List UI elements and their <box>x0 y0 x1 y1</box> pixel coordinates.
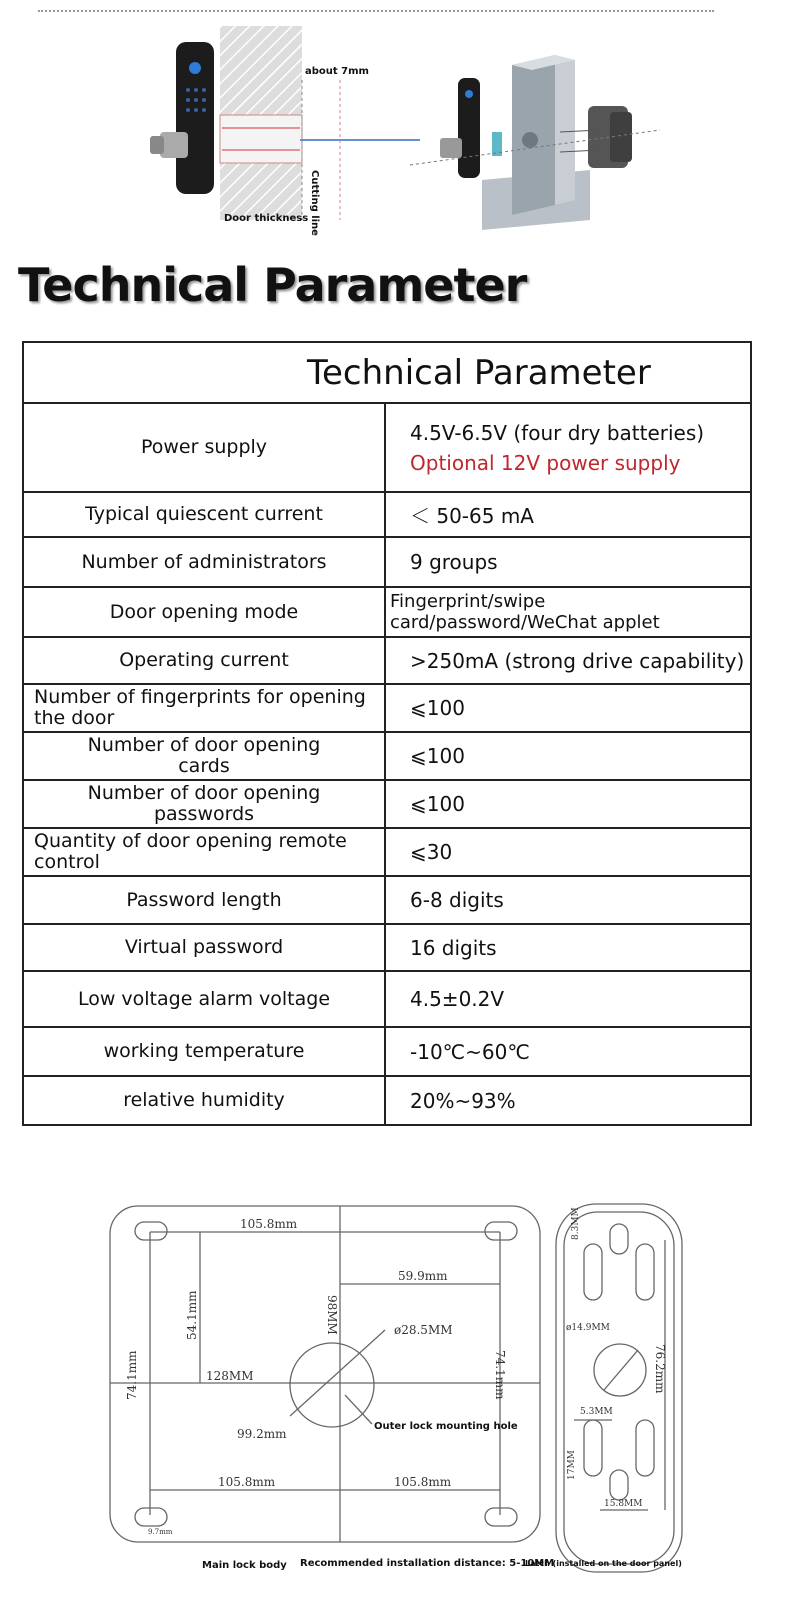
row-label: Number of fingerprints for opening the door <box>23 684 385 732</box>
about-7mm-label: about 7mm <box>305 66 369 77</box>
table-row <box>23 637 751 684</box>
row-value: ⩽100 <box>385 732 751 780</box>
row-label: Number of door opening cards <box>23 732 385 780</box>
table-row <box>23 492 751 537</box>
outer-hole-label: Outer lock mounting hole <box>374 1421 518 1432</box>
row-label: Number of door opening passwords <box>23 780 385 828</box>
caption-distance: Recommended installation distance: 5-10MM <box>300 1558 555 1569</box>
power-optional: Optional 12V power supply <box>410 450 681 475</box>
table-header: Technical Parameter <box>23 342 751 403</box>
row-value: 20%~93% <box>385 1076 751 1125</box>
latch-762: 76.2mm <box>653 1344 667 1394</box>
table-row <box>23 1027 751 1076</box>
caption-main-body: Main lock body <box>202 1560 287 1571</box>
page-heading: Technical Parameter <box>18 258 527 312</box>
table-row <box>23 537 751 587</box>
table-row <box>23 587 751 637</box>
latch-53: 5.3MM <box>580 1407 613 1417</box>
dimension-figure <box>0 1180 800 1617</box>
dim-59: 59.9mm <box>398 1269 448 1283</box>
row-value: ＜ 50-65 mA <box>385 492 751 537</box>
main-body-outline <box>110 1206 540 1542</box>
latch-dia: ø14.9MM <box>566 1323 610 1333</box>
dim-741-left: 74.1mm <box>125 1350 139 1400</box>
installation-illustration <box>0 20 800 240</box>
row-label: Quantity of door opening remote control <box>23 828 385 876</box>
row-value: ⩽100 <box>385 780 751 828</box>
row-label: Power supply <box>23 403 385 492</box>
table-row <box>23 1076 751 1125</box>
dim-bottom-right: 105.8mm <box>394 1475 452 1489</box>
row-label: Number of administrators <box>23 537 385 587</box>
dim-285: ø28.5MM <box>394 1323 453 1337</box>
row-label: Low voltage alarm voltage <box>23 971 385 1027</box>
row-value <box>385 403 751 492</box>
dim-128: 128MM <box>206 1369 254 1383</box>
dim-bottom-left: 105.8mm <box>218 1475 276 1489</box>
table-row <box>23 971 751 1027</box>
row-value: Fingerprint/swipe card/password/WeChat applet <box>385 587 751 637</box>
latch-83: 8.3MM <box>571 1207 581 1240</box>
latch-17: 17MM <box>567 1450 577 1480</box>
dim-992: 99.2mm <box>237 1427 287 1441</box>
dim-98: 98MM <box>325 1295 339 1335</box>
dim-54: 54.1mm <box>185 1290 199 1340</box>
installation-figure <box>0 20 800 240</box>
dimension-drawing <box>0 1180 800 1617</box>
row-value: 16 digits <box>385 924 751 971</box>
cut-slot <box>220 115 302 163</box>
row-value: 4.5±0.2V <box>385 971 751 1027</box>
row-value: -10℃~60℃ <box>385 1027 751 1076</box>
cutting-line-label: Cutting line <box>309 170 320 236</box>
row-value: ⩽100 <box>385 684 751 732</box>
latch-158: 15.8MM <box>604 1499 643 1509</box>
row-label: working temperature <box>23 1027 385 1076</box>
technical-parameter-table <box>22 341 752 1126</box>
table-row <box>23 780 751 828</box>
latch-hole <box>594 1344 646 1396</box>
table-row <box>23 732 751 780</box>
dim-741-right: 74.1mm <box>493 1350 507 1400</box>
outer-mounting-hole <box>290 1343 374 1427</box>
power-value: 4.5V-6.5V (four dry batteries) <box>410 420 705 445</box>
dim-97: 9.7mm <box>148 1528 173 1536</box>
top-divider <box>38 10 714 12</box>
door-thickness-label: Door thickness <box>224 213 309 224</box>
table-row <box>23 684 751 732</box>
caption-latch: Latch (installed on the door panel) <box>525 1559 682 1568</box>
row-value: >250mA (strong drive capability) <box>385 637 751 684</box>
row-value: ⩽30 <box>385 828 751 876</box>
table-row <box>23 828 751 876</box>
table-row <box>23 876 751 924</box>
row-label: Door opening mode <box>23 587 385 637</box>
row-label: Typical quiescent current <box>23 492 385 537</box>
row-label: Operating current <box>23 637 385 684</box>
table-row <box>23 924 751 971</box>
row-value: 6-8 digits <box>385 876 751 924</box>
row-label: relative humidity <box>23 1076 385 1125</box>
dim-top-width: 105.8mm <box>240 1217 298 1231</box>
row-value: 9 groups <box>385 537 751 587</box>
table-row <box>23 403 751 492</box>
row-label: Virtual password <box>23 924 385 971</box>
row-label: Password length <box>23 876 385 924</box>
